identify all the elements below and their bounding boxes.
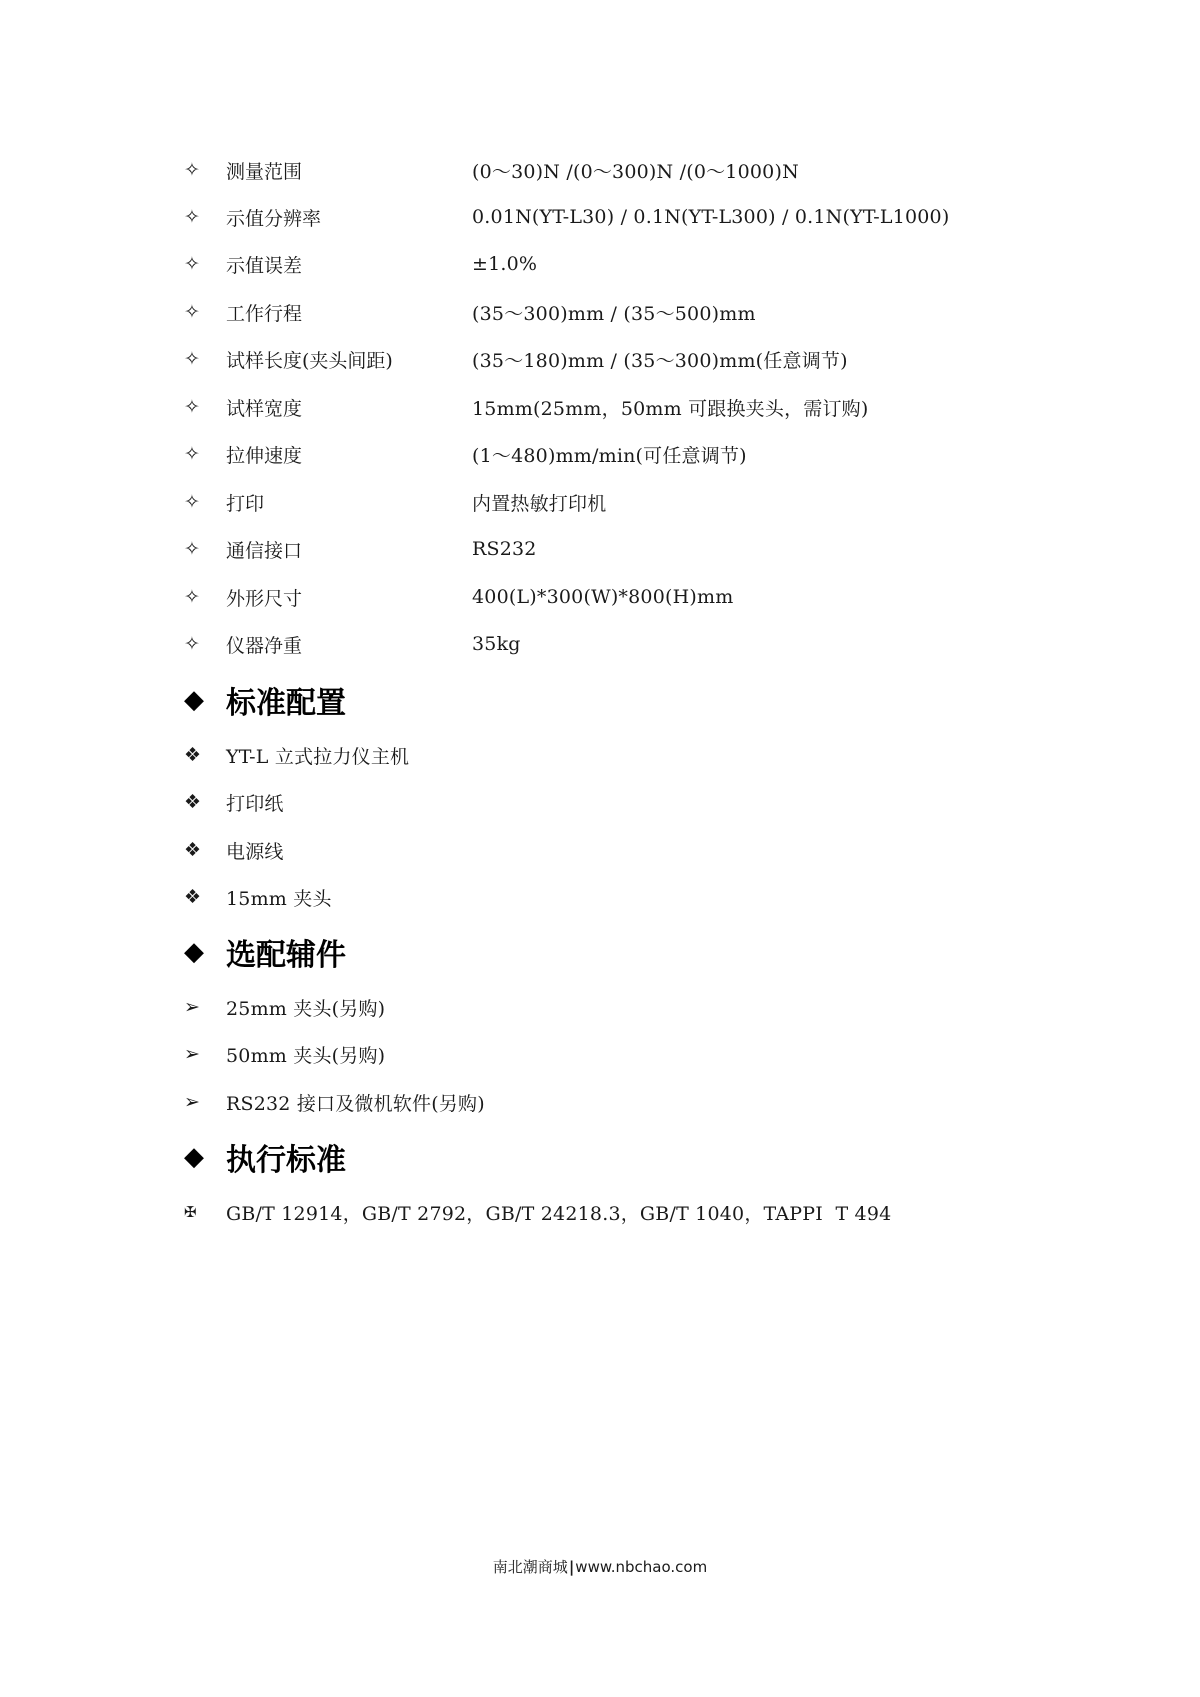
spec-label: 外形尺寸 [226, 587, 303, 610]
spec-value: 15mm(25mm，50mm 可跟换夹头，需订购) [472, 397, 869, 420]
diamond-star-bullet-icon: ✧ [184, 396, 200, 418]
list-item-text: 电源线 [226, 840, 284, 863]
diamond-star-bullet-icon: ✧ [184, 159, 200, 181]
black-diamond-icon: ◆ [184, 685, 204, 715]
diamond-star-bullet-icon: ✧ [184, 491, 200, 513]
diamond-star-bullet-icon: ✧ [184, 348, 200, 370]
list-item [184, 786, 284, 818]
list-item [184, 1086, 485, 1118]
spec-label: 工作行程 [226, 302, 303, 325]
diamond-star-bullet-icon: ✧ [184, 253, 200, 275]
footer-url-link[interactable]: www.nbchao.com [575, 1558, 708, 1576]
spec-value: 400(L)*300(W)*800(H)mm [472, 586, 734, 608]
diamond-star-bullet-icon: ✧ [184, 443, 200, 465]
spec-label: 打印 [226, 492, 265, 515]
spec-label: 仪器净重 [226, 634, 303, 657]
spec-row-interface [184, 533, 537, 565]
spec-row-resolution [184, 201, 949, 233]
list-item-text: 打印纸 [226, 792, 284, 815]
spec-row-dimensions [184, 581, 733, 613]
section-heading-standards [184, 1135, 346, 1179]
spec-value: 35kg [472, 633, 521, 655]
maltese-cross-bullet-icon: ✠ [184, 1203, 197, 1221]
spec-value: RS232 [472, 538, 537, 560]
spec-value: 内置热敏打印机 [472, 492, 607, 515]
diamond-star-bullet-icon: ✧ [184, 586, 200, 608]
spec-row-speed [184, 438, 747, 470]
diamond-star-bullet-icon: ✧ [184, 206, 200, 228]
spec-label: 试样宽度 [226, 397, 303, 420]
spec-value: (0～30)N /(0～300)N /(0～1000)N [472, 160, 799, 183]
spec-row-stroke [184, 296, 756, 328]
list-item [184, 739, 409, 771]
four-diamond-bullet-icon: ❖ [184, 886, 202, 908]
four-diamond-bullet-icon: ❖ [184, 791, 202, 813]
list-item-text: 15mm 夹头 [226, 887, 332, 910]
page-footer [0, 1556, 1200, 1577]
list-item [184, 991, 385, 1023]
black-diamond-icon: ◆ [184, 937, 204, 967]
list-item-text: RS232 接口及微机软件(另购) [226, 1092, 485, 1115]
black-diamond-icon: ◆ [184, 1142, 204, 1172]
spec-label: 拉伸速度 [226, 444, 303, 467]
spec-row-sample-width [184, 391, 869, 423]
spec-value: ±1.0% [472, 253, 538, 275]
section-title: 选配辅件 [226, 938, 346, 973]
list-item-text: GB/T 12914，GB/T 2792，GB/T 24218.3，GB/T 1040，TAPPI T 494 [226, 1202, 892, 1225]
spec-label: 示值分辨率 [226, 207, 322, 230]
list-item-text: 50mm 夹头(另购) [226, 1044, 386, 1067]
four-diamond-bullet-icon: ❖ [184, 744, 202, 766]
list-item-text: 25mm 夹头(另购) [226, 997, 386, 1020]
spec-label: 示值误差 [226, 254, 303, 277]
arrowhead-bullet-icon: ➢ [184, 1043, 200, 1065]
four-diamond-bullet-icon: ❖ [184, 839, 202, 861]
list-item [184, 834, 284, 866]
footer-site-name: 南北潮商城 [492, 1558, 568, 1576]
section-heading-standard-config [184, 678, 346, 722]
spec-value: (35～300)mm / (35～500)mm [472, 302, 756, 325]
list-item-text: YT-L 立式拉力仪主机 [226, 745, 410, 768]
spec-row-weight [184, 628, 521, 660]
list-item [184, 881, 332, 913]
arrowhead-bullet-icon: ➢ [184, 1091, 200, 1113]
spec-value: 0.01N(YT-L30) / 0.1N(YT-L300) / 0.1N(YT-L1000) [472, 206, 950, 228]
spec-row-sample-length [184, 343, 848, 375]
spec-label: 试样长度(夹头间距) [226, 349, 393, 372]
list-item [184, 1038, 385, 1070]
spec-row-error [184, 248, 537, 280]
section-heading-optional-accessories [184, 930, 346, 974]
diamond-star-bullet-icon: ✧ [184, 538, 200, 560]
spec-label: 通信接口 [226, 539, 303, 562]
section-title: 标准配置 [226, 686, 346, 721]
diamond-star-bullet-icon: ✧ [184, 301, 200, 323]
diamond-star-bullet-icon: ✧ [184, 633, 200, 655]
arrowhead-bullet-icon: ➢ [184, 996, 200, 1018]
spec-row-printer [184, 486, 606, 518]
footer-separator: | [568, 1558, 575, 1576]
section-title: 执行标准 [226, 1143, 346, 1178]
list-item [184, 1196, 891, 1228]
spec-row-measure-range [184, 154, 799, 186]
spec-value: (1～480)mm/min(可任意调节) [472, 444, 747, 467]
spec-label: 测量范围 [226, 160, 303, 183]
spec-value: (35～180)mm / (35～300)mm(任意调节) [472, 349, 848, 372]
